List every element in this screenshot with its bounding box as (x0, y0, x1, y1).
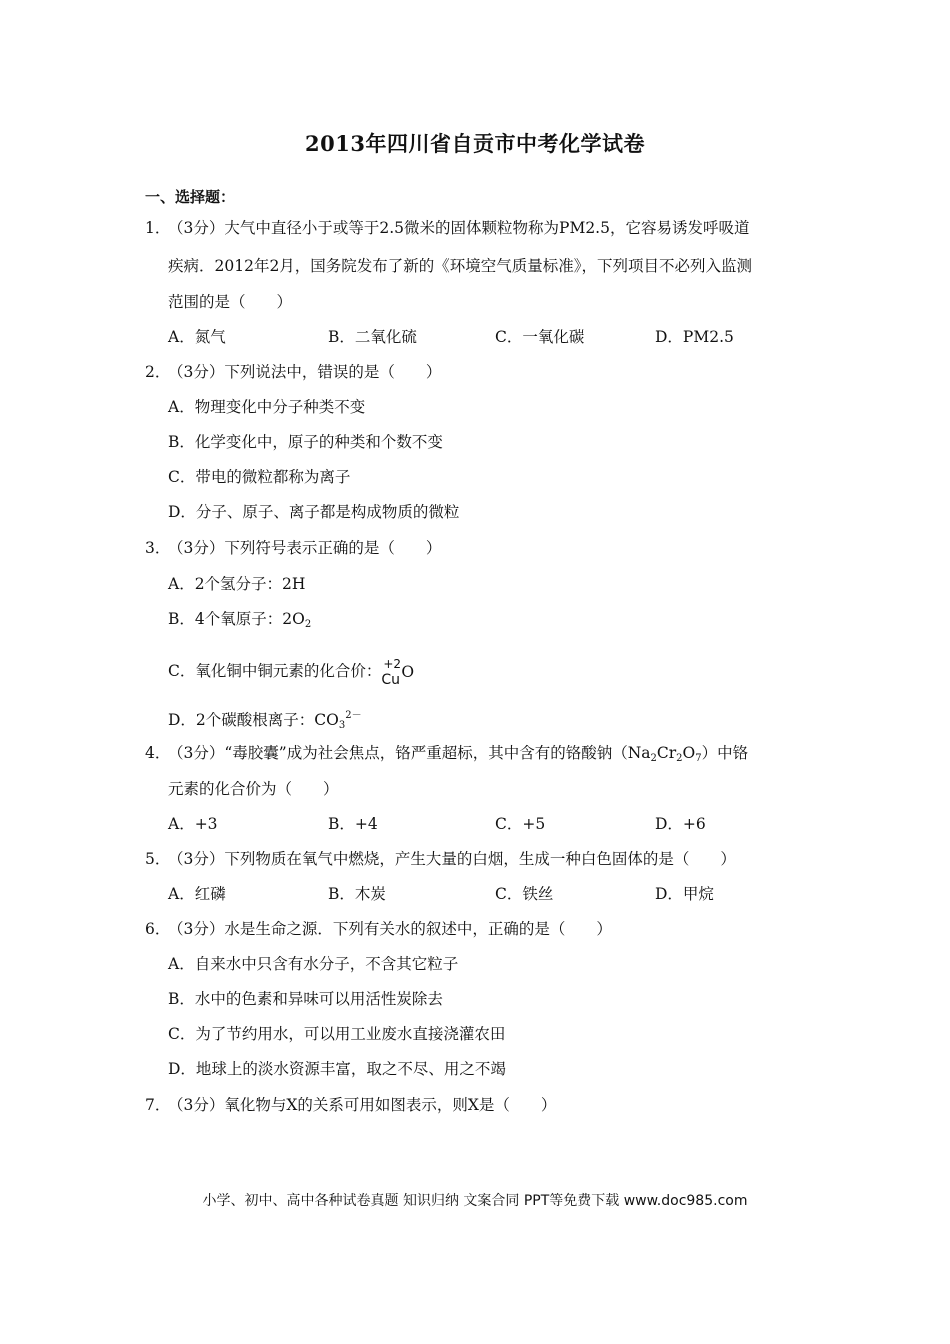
option-b[interactable]: B．木炭 (328, 885, 386, 903)
option-a[interactable]: A．自来水中只含有水分子，不含其它粒子 (168, 955, 459, 973)
question-text: （3分）水是生命之源．下列有关水的叙述中，正确的是（ ） (168, 920, 612, 938)
option-b[interactable]: B．二氧化硫 (328, 328, 417, 346)
option-a[interactable]: A．物理变化中分子种类不变 (168, 398, 366, 416)
option-c[interactable]: C．铁丝 (495, 885, 554, 903)
question-number: 4． (145, 744, 171, 762)
question-text-part: ）中铬 (701, 744, 749, 762)
option-a[interactable]: A．2个氢分子：2H (168, 575, 306, 593)
question-text: （3分）下列符号表示正确的是（ ） (168, 539, 442, 557)
element-symbol: Cr (656, 744, 677, 762)
superscript: 2－ (345, 710, 362, 721)
option-d[interactable]: D．+6 (655, 815, 706, 833)
page-footer: 小学、初中、高中各种试卷真题 知识归纳 文案合同 PPT等免费下载 www.doc985.com (202, 1193, 748, 1209)
element-symbol: O (682, 744, 696, 762)
question-text: （3分）下列物质在氧气中燃烧，产生大量的白烟，生成一种白色固体的是（ ） (168, 850, 736, 868)
option-d[interactable]: D．地球上的淡水资源丰富，取之不尽、用之不竭 (168, 1060, 506, 1078)
question-number: 3． (145, 539, 171, 557)
option-c[interactable]: C．带电的微粒都称为离子 (168, 468, 351, 486)
option-b-text: B．4个氧原子：2O (168, 610, 305, 628)
question-text: 范围的是（ ） (168, 293, 293, 311)
option-a[interactable]: A．氮气 (168, 328, 226, 346)
element-symbol: Cu (381, 672, 401, 688)
option-c[interactable]: C．为了节约用水，可以用工业废水直接浇灌农田 (168, 1025, 506, 1043)
option-c[interactable] (168, 656, 415, 690)
option-d[interactable]: D．甲烷 (655, 885, 714, 903)
section-heading: 一、选择题： (145, 188, 236, 206)
option-d[interactable]: D．PM2.5 (655, 328, 734, 346)
option-a[interactable]: A．+3 (168, 815, 218, 833)
subscript: 3 (338, 720, 346, 731)
page-title: 2013年四川省自贡市中考化学试卷 (305, 131, 645, 156)
question-number: 1． (145, 219, 171, 237)
option-c[interactable]: C．一氧化碳 (495, 328, 585, 346)
question-number: 2． (145, 363, 171, 381)
option-b[interactable]: B．化学变化中，原子的种类和个数不变 (168, 433, 443, 451)
question-text-part: （3分）“毒胶囊”成为社会焦点，铬严重超标，其中含有的铬酸钠（Na (168, 744, 651, 762)
subscript: 7 (695, 753, 702, 764)
option-b[interactable]: B．水中的色素和异味可以用活性炭除去 (168, 990, 443, 1008)
option-b[interactable] (168, 609, 311, 635)
question-number: 6． (145, 920, 171, 938)
question-text: （3分）氧化物与X的关系可用如图表示，则X是（ ） (168, 1096, 557, 1114)
subscript: 2 (304, 619, 312, 630)
option-d[interactable] (168, 706, 362, 736)
question-text: （3分）大气中直径小于或等于2.5微米的固体颗粒物称为PM2.5，它容易诱发呼吸道 (168, 219, 750, 237)
element-symbol: O (401, 663, 415, 681)
option-c-text: C．氧化铜中铜元素的化合价： (168, 662, 382, 680)
question-text: 疾病．2012年2月，国务院发布了新的《环境空气质量标准》，下列项目不必列入监测 (168, 257, 753, 275)
valence-number: +2 (383, 657, 402, 671)
subscript: 2 (650, 753, 657, 764)
question-number: 5． (145, 850, 171, 868)
option-c[interactable]: C．+5 (495, 815, 546, 833)
question-text (168, 743, 748, 769)
question-number: 7． (145, 1096, 171, 1114)
option-a[interactable]: A．红磷 (168, 885, 226, 903)
valence-formula (381, 656, 415, 690)
subscript: 2 (676, 753, 683, 764)
option-d-text: D．2个碳酸根离子：CO (168, 711, 339, 729)
option-b[interactable]: B．+4 (328, 815, 378, 833)
question-text: （3分）下列说法中，错误的是（ ） (168, 363, 442, 381)
question-text: 元素的化合价为（ ） (168, 780, 339, 798)
option-d[interactable]: D．分子、原子、离子都是构成物质的微粒 (168, 503, 460, 521)
